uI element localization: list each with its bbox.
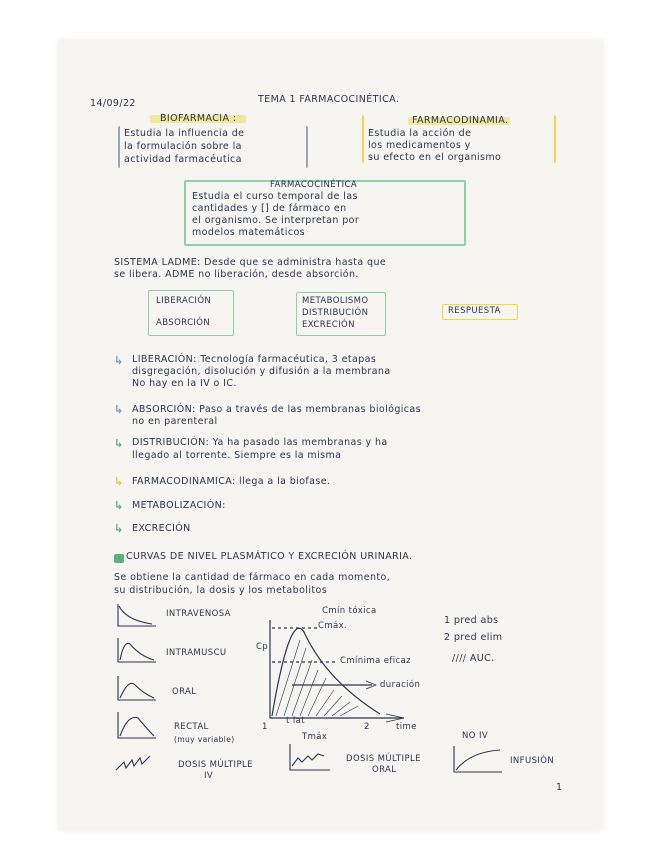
ladme-item: EXCRECIÓN (302, 320, 355, 330)
multi-label: NO IV (462, 731, 489, 741)
graph-label: Tmáx (302, 732, 328, 742)
route-label: RECTAL (174, 722, 209, 732)
farmacocinetica-line: modelos matemáticos (192, 227, 306, 238)
ladme-item: ABSORCIÓN (156, 318, 211, 328)
graph-note: 2 pred elim (444, 632, 503, 643)
bullet-text: disgregación, disolución y difusión a la membrana (132, 366, 391, 377)
arrow-icon: ↳ (114, 437, 124, 450)
farmacocinetica-line: Estudia el curso temporal de las (192, 191, 358, 202)
graph-label: 2 (364, 722, 370, 732)
farmacodinamia-line: los medicamentos y (368, 140, 471, 151)
farmacodinamia-line: Estudia la acción de (368, 128, 472, 139)
bullet-text: DISTRIBUCIÓN: Ya ha pasado las membranas y ha (132, 437, 388, 448)
graph-label: Cmáx. (318, 621, 348, 631)
section-title: CURVAS DE NIVEL PLASMÁTICO Y EXCRECIÓN URINARIA. (126, 551, 413, 562)
curvas-line: su distribución, la dosis y los metabolitos (114, 585, 328, 596)
bullet-text: No hay en la IV o IC. (132, 378, 237, 389)
graph-note: //// AUC. (452, 653, 495, 664)
bullet-text: llegado al torrente. Siempre es la misma (132, 450, 342, 461)
multi-label: INFUSIÓN (510, 756, 555, 766)
curvas-line: Se obtiene la cantidad de fármaco en cada momento, (114, 572, 391, 583)
date: 14/09/22 (90, 98, 136, 109)
ladme-item: METABOLISMO (302, 296, 369, 306)
bullet-text: METABOLIZACIÓN: (132, 500, 226, 511)
arrow-icon: ↳ (114, 475, 124, 488)
graph-label: time (396, 722, 417, 732)
multi-label: IV (204, 771, 214, 781)
farmacocinetica-line: el organismo. Se interpretan por (192, 215, 360, 226)
multi-label: DOSIS MÚLTIPLE (178, 760, 253, 770)
biofarmacia-line: actividad farmacéutica (124, 154, 242, 165)
route-note: (muy variable) (174, 735, 235, 744)
ladme-item: RESPUESTA (448, 306, 501, 316)
farmacodinamia-line: su efecto en el organismo (368, 152, 502, 163)
ladme-line: SISTEMA LADME: Desde que se administra hasta que (114, 257, 387, 268)
route-label: INTRAVENOSA (166, 609, 231, 619)
graph-note: 1 pred abs (444, 615, 499, 626)
multi-label: DOSIS MÚLTIPLE (346, 754, 421, 764)
arrow-icon: ↳ (114, 354, 124, 367)
farmacocinetica-line: cantidades y [] de fármaco en (192, 203, 347, 214)
graph-label: t lat (286, 716, 305, 726)
page-title: TEMA 1 FARMACOCINÉTICA. (258, 94, 400, 105)
graph-ylabel: Cp (256, 642, 269, 652)
graph-label: duración (380, 680, 421, 690)
farmacodinamia-title: FARMACODINAMIA. (412, 115, 509, 126)
biofarmacia-line: Estudia la influencia de (124, 128, 245, 139)
page-number: 1 (556, 782, 563, 793)
arrow-icon: ↳ (114, 499, 124, 512)
biofarmacia-line: la formulación sobre la (124, 141, 242, 152)
bullet-text: ABSORCIÓN: Paso a través de las membranas biológicas (132, 404, 422, 415)
arrow-icon: ↳ (114, 403, 124, 416)
multi-label: ORAL (372, 765, 397, 775)
ladme-line: se libera. ADME no liberación, desde absorción. (114, 269, 359, 280)
ladme-item: DISTRIBUCIÓN (302, 308, 369, 318)
route-label: INTRAMUSCU (166, 648, 227, 658)
ladme-item: LIBERACIÓN (156, 296, 212, 306)
bullet-text: FARMACODINAMICA: llega a la biofase. (132, 476, 331, 487)
route-label: ORAL (172, 687, 197, 697)
bullet-text: no en parenteral (132, 416, 218, 427)
farmacocinetica-title: FARMACOCINÉTICA (270, 180, 358, 190)
graph-label: Cmín tóxica (322, 606, 377, 616)
arrow-icon: ↳ (114, 522, 124, 535)
graph-label: Cmínima eficaz (340, 656, 412, 666)
biofarmacia-title: BIOFARMACIA : (160, 113, 237, 124)
bullet-text: EXCRECIÓN (132, 523, 191, 534)
bullet-text: LIBERACIÓN: Tecnología farmacéutica, 3 etapas (132, 354, 377, 365)
graph-label: 1 (262, 722, 268, 732)
